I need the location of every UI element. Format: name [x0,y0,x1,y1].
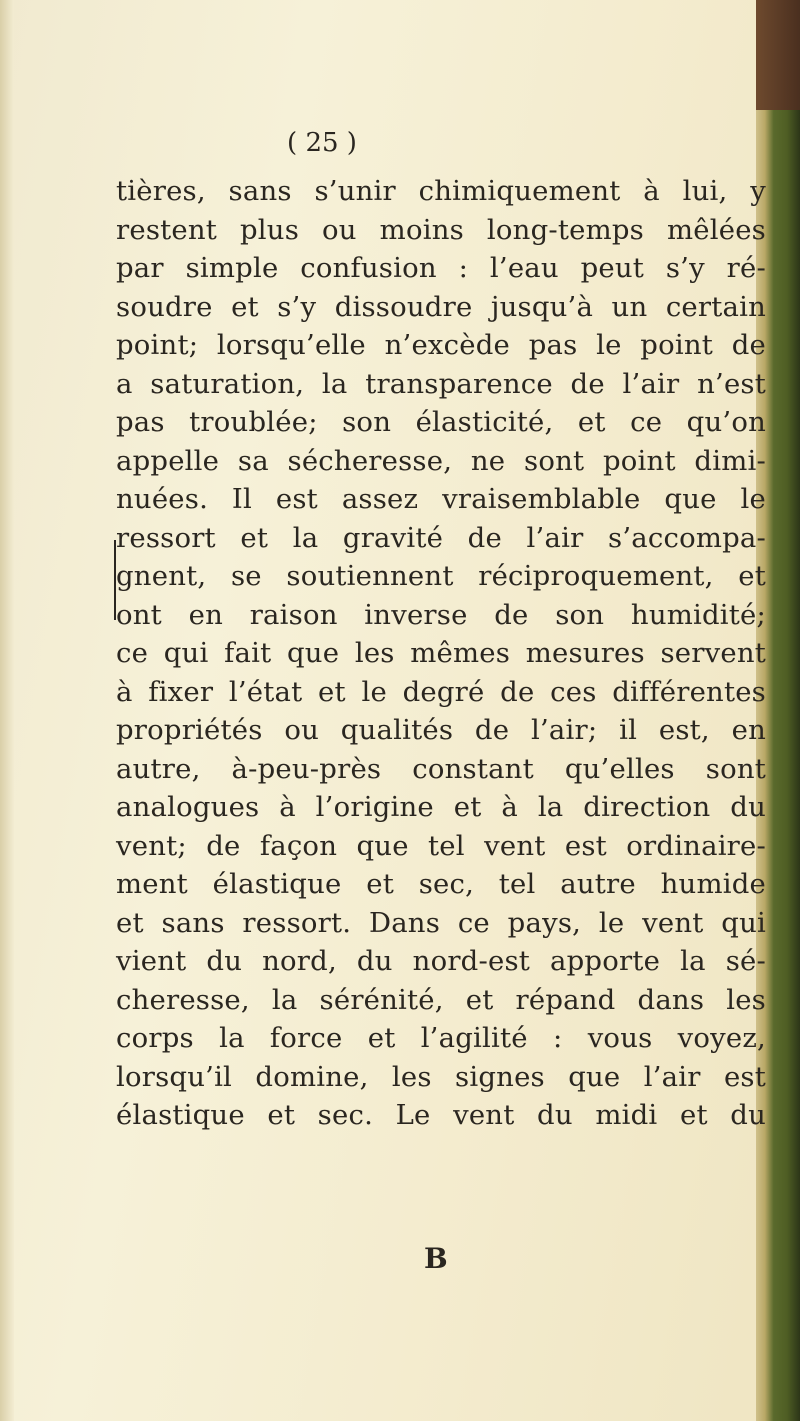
text-line: par simple confusion : l’eau peut s’y ré- [116,252,766,284]
text-line: restent plus ou moins long-temps mêlées [116,213,766,246]
margin-mark [114,540,116,620]
text-line: ressort et la gravité de l’air s’accompa- [116,521,766,554]
text-line: pas troublée; son élasticité, et ce qu’on [116,406,766,438]
text-line: élastique et sec. Le vent du midi et du [116,1099,766,1131]
text-line: nuées. Il est assez vraisemblable que le [116,483,766,515]
page-number: ( 25 ) [287,128,357,158]
text-line: ce qui fait que les mêmes mesures servent [116,637,766,669]
text-line: a saturation, la transparence de l’air n’est [116,367,766,400]
text-line: vient du nord, du nord-est apporte la sé- [116,945,766,977]
text-line: lorsqu’il domine, les signes que l’air est [116,1060,766,1093]
text-line: appelle sa sécheresse, ne sont point dimi- [116,444,766,477]
text-line: et sans ressort. Dans ce pays, le vent qui [116,906,766,939]
text-line: ont en raison inverse de son humidité; [116,598,766,631]
page-left-edge [0,0,14,1421]
text-line: autre, à-peu-près constant qu’elles sont [116,752,766,785]
text-line: tières, sans s’unir chimiquement à lui, y [116,175,766,207]
text-line: point; lorsqu’elle n’excède pas le point de [116,329,766,361]
text-line: soudre et s’y dissoudre jusqu’à un certain [116,290,766,323]
signature-mark: B [424,1242,448,1275]
text-line: cheresse, la sérénité, et répand dans les [116,983,766,1016]
text-line: vent; de façon que tel vent est ordinaire- [116,829,766,862]
text-line: propriétés ou qualités de l’air; il est, en [116,714,766,746]
body-text [116,172,766,1135]
text-line: à fixer l’état et le degré de ces différentes [116,675,766,708]
text-line: corps la force et l’agilité : vous voyez, [116,1022,766,1054]
text-line: gnent, se soutiennent réciproquement, et [116,560,766,592]
text-line: ment élastique et sec, tel autre humide [116,868,766,900]
text-line: analogues à l’origine et à la direction du [116,791,766,823]
book-spine-top [756,0,800,110]
